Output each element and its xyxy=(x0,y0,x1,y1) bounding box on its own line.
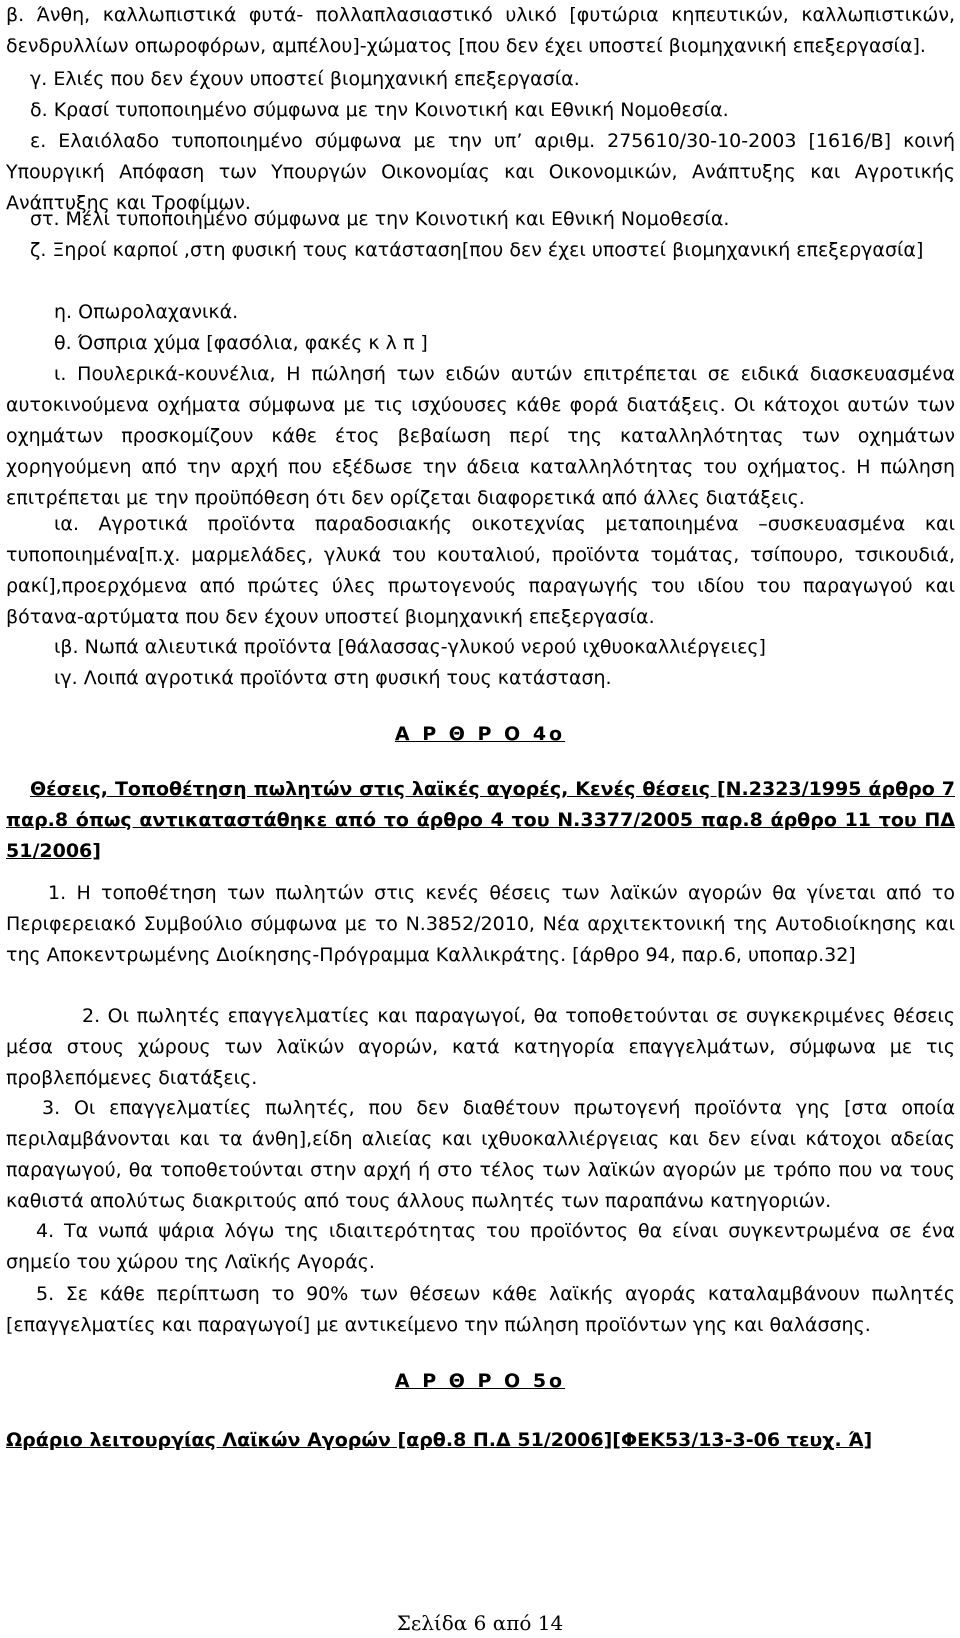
article-5-heading: Α Ρ Θ Ρ Ο 5ο xyxy=(394,1370,566,1392)
item-ia: ια. Αγροτικά προϊόντα παραδοσιακής οικοτεχνίας μεταποιημένα –συσκευασμένα και τυποποιημένα[π.χ. μαρμελάδες, γλυκά του κουταλιού, προϊόντα τομάτας, τσίπουρο, τσικουδιά, ρακί],προερχόμενα από πρώτες ύλες πρωτογενούς παραγωγής του ιδίου του παραγωγού και βότανα-αρτύματα που δεν έχουν υποστεί βιομηχανική επεξεργασία. xyxy=(6,513,955,628)
page-number: Σελίδα 6 από 14 xyxy=(396,1611,564,1635)
item-ib: ιβ. Νωπά αλιευτικά προϊόντα [θάλασσας-γλυκού νερού ιχθυοκαλλιέργειες] xyxy=(54,636,766,658)
item-gamma: γ. Ελιές που δεν έχουν υποστεί βιομηχανική επεξεργασία. xyxy=(30,68,580,90)
article-4-para-5: 5. Σε κάθε περίπτωση το 90% των θέσεων κάθε λαϊκής αγοράς καταλαμβάνουν πωλητές [επαγγελματίες και παραγωγοί] με αντικείμενο την πώληση προϊόντων γης και θαλάσσης. xyxy=(6,1283,955,1336)
article-5-subtitle: Ωράριο λειτουργίας Λαϊκών Αγορών [αρθ.8 Π.Δ 51/2006][ΦΕΚ53/13-3-06 τευχ. Ά] xyxy=(6,1429,873,1451)
article-4-para-1: 1. Η τοποθέτηση των πωλητών στις κενές θέσεις των λαϊκών αγορών θα γίνεται από το Περιφερειακό Συμβούλιο σύμφωνα με το Ν.3852/2010, Νέα αρχιτεκτονική της Αυτοδιοίκησης και της Αποκεντρωμένης Διοίκησης-Πρόγραμμα Καλλικράτης. [άρθρο 94, παρ.6, υποπαρ.32] xyxy=(6,882,955,966)
item-theta: θ. Όσπρια χύμα [φασόλια, φακές κ λ π ] xyxy=(54,332,428,354)
item-beta: β. Άνθη, καλλωπιστικά φυτά- πολλαπλασιαστικό υλικό [φυτώρια κηπευτικών, καλλωπιστικών, δενδρυλλίων οπωροφόρων, αμπέλου]-χώματος [που δεν έχει υποστεί βιομηχανική επεξεργασία]. xyxy=(6,4,955,57)
article-4-subtitle: Θέσεις, Τοποθέτηση πωλητών στις λαϊκές αγορές, Κενές θέσεις [Ν.2323/1995 άρθρο 7 παρ.8 όπως αντικαταστάθηκε από το άρθρο 4 του Ν.3377/2005 παρ.8 άρθρο 11 του ΠΔ 51/2006] xyxy=(6,778,955,862)
item-st: στ. Μέλι τυποποιημένο σύμφωνα με την Κοινοτική και Εθνική Νομοθεσία. xyxy=(30,208,730,230)
article-4-heading: Α Ρ Θ Ρ Ο 4ο xyxy=(394,723,566,745)
item-epsilon: ε. Ελαιόλαδο τυποποιημένο σύμφωνα με την υπ’ αριθμ. 275610/30-10-2003 [1616/Β] κοινή Υπουργική Απόφαση των Υπουργών Οικονομίας και Οικονομικών, Ανάπτυξης και Αγροτικής Ανάπτυξης και Τροφίμων. xyxy=(6,130,955,214)
item-delta: δ. Κρασί τυποποιημένο σύμφωνα με την Κοινοτική και Εθνική Νομοθεσία. xyxy=(30,99,729,121)
item-eta: η. Οπωρολαχανικά. xyxy=(54,301,239,323)
article-4-para-3: 3. Οι επαγγελματίες πωλητές, που δεν διαθέτουν πρωτογενή προϊόντα γης [στα οποία περιλαμβάνονται και τα άνθη],είδη αλιείας και ιχθυοκαλλιέργειας και δεν είναι κάτοχοι αδείας παραγωγού, θα τοποθετούνται στην αρχή ή στο τέλος των λαϊκών αγορών με τρόπο που να τους καθιστά απολύτως διακριτούς από τους άλλους πωλητές των παραπάνω κατηγοριών. xyxy=(6,1097,955,1212)
item-ig: ιγ. Λοιπά αγροτικά προϊόντα στη φυσική τους κατάσταση. xyxy=(54,667,612,689)
article-4-para-4: 4. Τα νωπά ψάρια λόγω της ιδιαιτερότητας του προϊόντος θα είναι συγκεντρωμένα σε ένα σημείο του χώρου της Λαϊκής Αγοράς. xyxy=(6,1220,955,1273)
article-4-para-2: 2. Οι πωλητές επαγγελματίες και παραγωγοί, θα τοποθετούνται σε συγκεκριμένες θέσεις μέσα στους χώρους των λαϊκών αγορών, κατά κατηγορία επαγγελμάτων, σύμφωνα με τις προβλεπόμενες διατάξεις. xyxy=(6,1005,955,1089)
item-iota: ι. Πουλερικά-κουνέλια, Η πώλησή των ειδών αυτών επιτρέπεται σε ειδικά διασκευασμένα αυτοκινούμενα οχήματα σύμφωνα με τις ισχύουσες κάθε φορά διατάξεις. Οι κάτοχοι αυτών των οχημάτων προσκομίζουν κάθε έτος βεβαίωση περί της καταλληλότητας των οχημάτων χορηγούμενη από την αρχή που εξέδωσε την άδεια καταλληλότητας του οχήματος. Η πώληση επιτρέπεται με την προϋπόθεση ότι δεν ορίζεται διαφορετικά από άλλες διατάξεις. xyxy=(6,363,955,509)
item-zeta: ζ. Ξηροί καρποί ,στη φυσική τους κατάσταση[που δεν έχει υποστεί βιομηχανική επεξεργασία] xyxy=(30,239,924,261)
